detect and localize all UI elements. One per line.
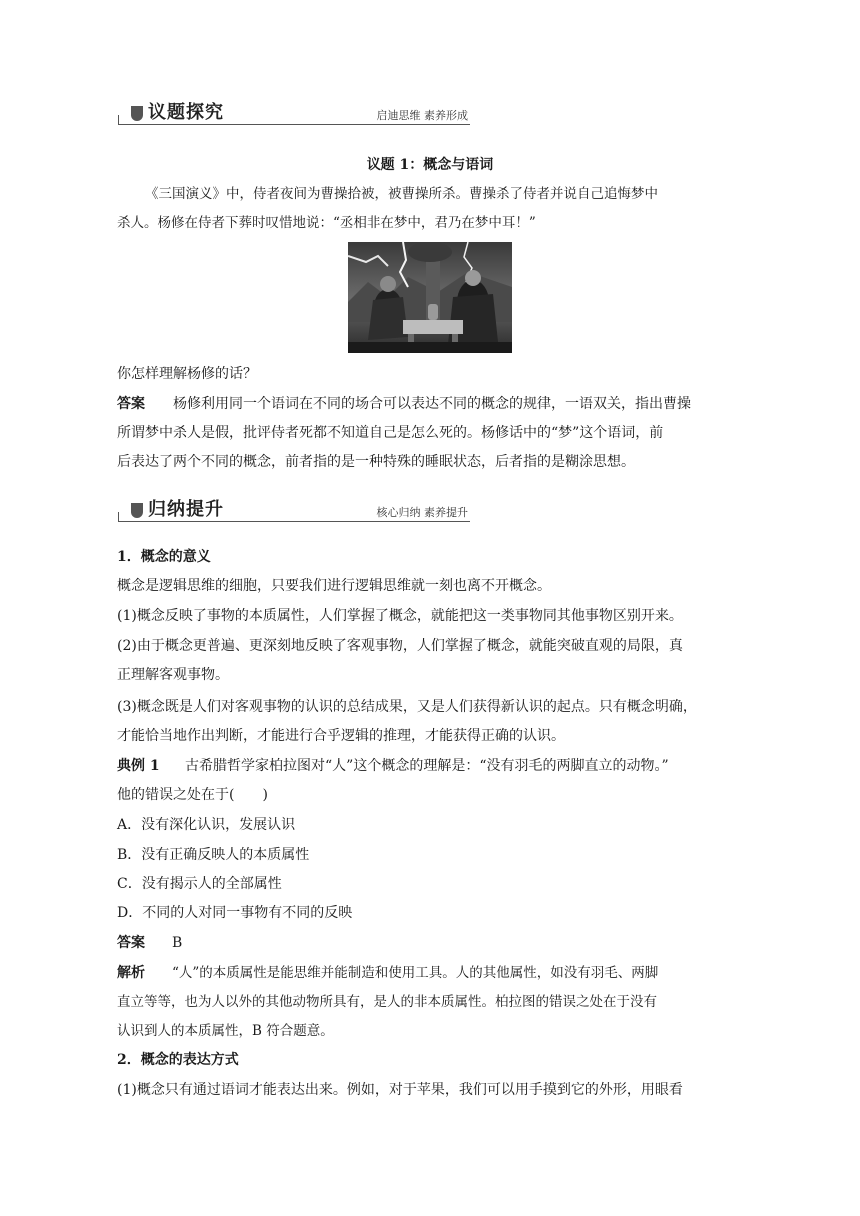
answer-value: B <box>172 935 183 951</box>
answer-line-1: 杨修利用同一个语词在不同的场合可以表达不同的概念的规律，一语双关，指出曹操 <box>173 396 691 412</box>
analysis-line-3: 认识到人的本质属性，B 符合题意。 <box>117 1023 334 1039</box>
option-c: C．没有揭示人的全部属性 <box>117 876 282 892</box>
answer-line-3: 后表达了两个不同的概念，前者指的是一种特殊的睡眠状态，后者指的是糊涂思想。 <box>117 454 635 470</box>
story-line-1: 《三国演义》中，侍者夜间为曹操拾被，被曹操所杀。曹操杀了侍者并说自己追悔梦中 <box>145 186 658 202</box>
analysis-line-2: 直立等等，也为人以外的其他动物所具有，是人的非本质属性。柏拉图的错误之处在于没有 <box>117 994 657 1010</box>
story-line-2: 杀人。杨修在侍者下葬时叹惜地说：“丞相非在梦中，君乃在梦中耳！” <box>117 215 536 231</box>
topic-title: 议题 1：概念与语词 <box>366 157 494 173</box>
option-d: D．不同的人对同一事物有不同的反映 <box>117 905 353 921</box>
option-b: B．没有正确反映人的本质属性 <box>117 847 310 863</box>
section-title: 议题探究 <box>148 102 224 123</box>
paragraph-3-line-2: 才能恰当地作出判断，才能进行合乎逻辑的推理，才能获得正确的认识。 <box>117 728 565 744</box>
illustration-image <box>348 242 512 353</box>
section-subtitle: 启迪思维 素养形成 <box>376 109 468 122</box>
heading-concept-expression: 2．概念的表达方式 <box>117 1052 239 1068</box>
answer-label: 答案 <box>117 396 145 412</box>
analysis-label: 解析 <box>117 965 145 981</box>
section-header-summary <box>118 500 470 522</box>
bookmark-icon <box>131 106 143 121</box>
illustration-drawing <box>348 242 512 353</box>
option-a: A．没有深化认识，发展认识 <box>117 817 296 833</box>
paragraph-2-line-2: 正理解客观事物。 <box>117 667 229 683</box>
example-line-2: 他的错误之处在于( ) <box>117 787 268 803</box>
example-line-1: 古希腊哲学家柏拉图对“人”这个概念的理解是：“没有羽毛的两脚直立的动物。” <box>185 758 669 774</box>
section-subtitle: 核心归纳 素养提升 <box>376 506 468 519</box>
section-title: 归纳提升 <box>148 499 224 520</box>
paragraph-last: (1)概念只有通过语词才能表达出来。例如，对于苹果，我们可以用手摸到它的外形，用眼看 <box>117 1082 683 1098</box>
answer-line-2: 所谓梦中杀人是假，批评侍者死都不知道自己是怎么死的。杨修话中的“梦”这个语词，前 <box>117 425 664 441</box>
paragraph-2-line-1: (2)由于概念更普遍、更深刻地反映了客观事物，人们掌握了概念，就能突破直观的局限，真 <box>117 638 683 654</box>
section-header-explore <box>118 103 470 125</box>
analysis-line-1: “人”的本质属性是能思维并能制造和使用工具。人的其他属性，如没有羽毛、两脚 <box>172 965 659 981</box>
paragraph-3-line-1: (3)概念既是人们对客观事物的认识的总结成果，又是人们获得新认识的起点。只有概念明确， <box>117 699 697 715</box>
paragraph-intro: 概念是逻辑思维的细胞，只要我们进行逻辑思维就一刻也离不开概念。 <box>117 578 551 594</box>
example-label: 典例 1 <box>117 758 160 774</box>
question-text: 你怎样理解杨修的话？ <box>117 366 257 382</box>
answer-label: 答案 <box>117 935 145 951</box>
bookmark-icon <box>131 503 143 518</box>
heading-concept-meaning: 1．概念的意义 <box>117 549 211 565</box>
paragraph-1: (1)概念反映了事物的本质属性，人们掌握了概念，就能把这一类事物同其他事物区别开来。 <box>117 608 683 624</box>
